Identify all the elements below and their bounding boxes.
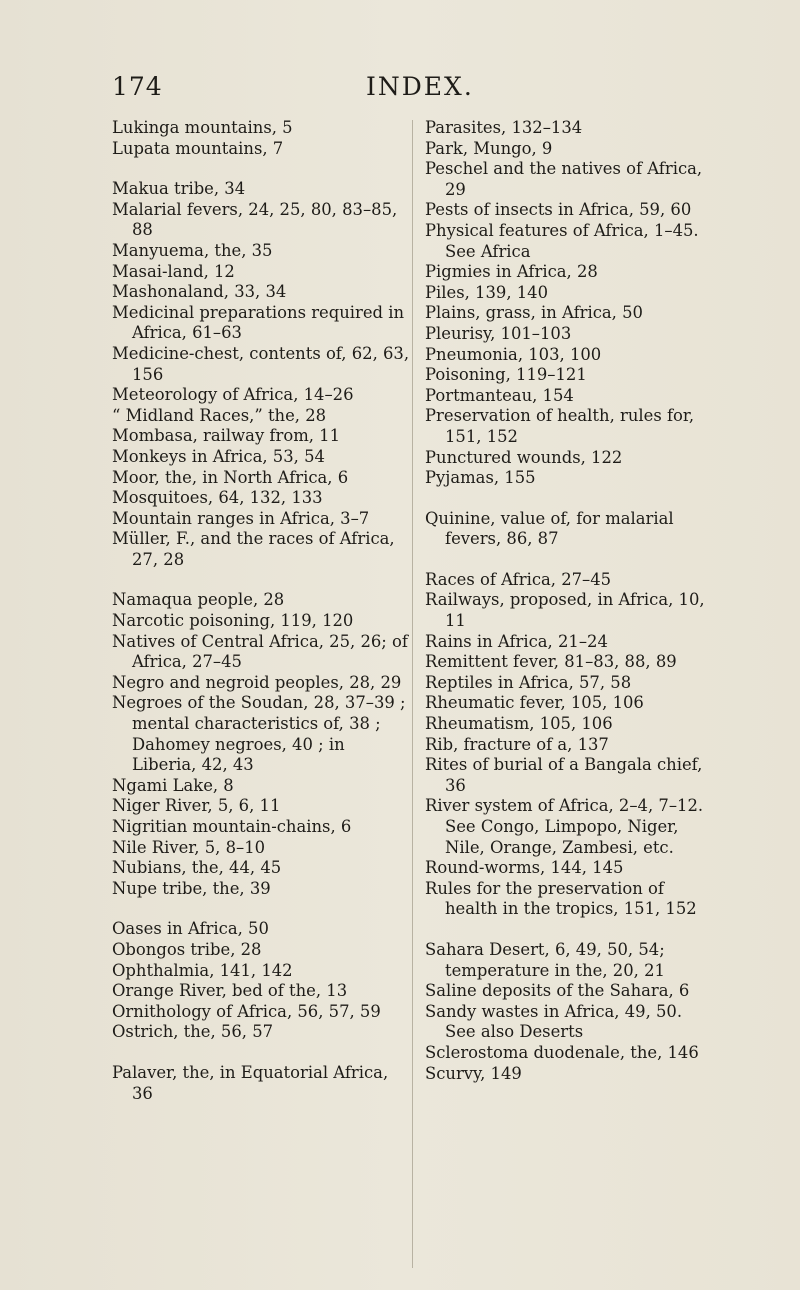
index-entry: Mashonaland, 33, 34 (112, 282, 287, 302)
index-entry: Masai-land, 12 (112, 261, 235, 281)
index-entry: Park, Mungo, 9 (425, 138, 553, 158)
index-entry: Sandy wastes in Africa, 49, 50. See also Deserts (425, 1001, 683, 1042)
index-entry: Nigritian mountain-chains, 6 (112, 817, 352, 836)
index-entry: Lupata mountains, 7 (112, 138, 284, 158)
index-entry: Obongos tribe, 28 (112, 939, 262, 959)
index-entry: Reptiles in Africa, 57, 58 (425, 672, 632, 692)
index-entry: Nupe tribe, the, 39 (112, 878, 271, 898)
index-entry: Nile River, 5, 8–10 (112, 837, 266, 857)
index-entry: Pneumonia, 103, 100 (425, 344, 602, 364)
index-entry: Scurvy, 149 (425, 1063, 522, 1083)
index-entry: Rains in Africa, 21–24 (425, 631, 608, 651)
index-entry: Nubians, the, 44, 45 (112, 858, 282, 878)
index-letter-group (425, 570, 715, 920)
index-entry: Piles, 139, 140 (425, 282, 549, 302)
index-entry: Negro and negroid peoples, 28, 29 (112, 672, 402, 692)
index-letter-group (425, 509, 715, 550)
index-entry: Müller, F., and the races of Africa, 27, 28 (112, 529, 395, 569)
index-entry: Manyuema, the, 35 (112, 240, 273, 260)
index-entry: Ostrich, the, 56, 57 (112, 1022, 274, 1042)
index-entry: Plains, grass, in Africa, 50 (425, 303, 643, 323)
index-column-left (112, 118, 412, 1104)
index-entry: Natives of Central Africa, 25, 26; of Africa, 27–45 (112, 631, 408, 672)
index-letter-group (112, 590, 412, 899)
page-number: 174 (112, 72, 163, 101)
index-entry: Quinine, value of, for malarial fevers, 86, 87 (425, 508, 674, 549)
index-entry: Physical features of Africa, 1–45. See Africa (425, 220, 699, 261)
index-entry: Sahara Desert, 6, 49, 50, 54; temperature in the, 20, 21 (425, 939, 665, 980)
index-entry: Rites of burial of a Bangala chief, 36 (425, 755, 703, 795)
index-letter-group (112, 179, 412, 570)
index-entry: Races of Africa, 27–45 (425, 569, 612, 589)
index-entry: River system of Africa, 2–4, 7–12. See Congo, Limpopo, Niger, Nile, Orange, Zambesi, etc. (425, 796, 704, 857)
index-entry: Saline deposits of the Sahara, 6 (425, 981, 690, 1001)
index-entry: Lukinga mountains, 5 (112, 118, 293, 137)
index-entry: Remittent fever, 81–83, 88, 89 (425, 652, 677, 672)
index-entry: Palaver, the, in Equatorial Africa, 36 (112, 1062, 389, 1103)
index-entry: Meteorology of Africa, 14–26 (112, 385, 354, 405)
index-entry: Ngami Lake, 8 (112, 775, 234, 795)
index-entry: Preservation of health, rules for, 151, 152 (425, 406, 695, 446)
index-entry: Round-worms, 144, 145 (425, 858, 624, 878)
index-entry: Mosquitoes, 64, 132, 133 (112, 488, 323, 508)
index-entry: Pigmies in Africa, 28 (425, 262, 598, 282)
index-letter-group (425, 940, 715, 1084)
index-entry: Ophthalmia, 141, 142 (112, 960, 293, 980)
index-entry: “ Midland Races,” the, 28 (112, 405, 327, 425)
index-entry: Makua tribe, 34 (112, 179, 246, 199)
index-entry: Mombasa, railway from, 11 (112, 426, 341, 446)
index-letter-group (112, 919, 412, 1043)
index-entry: Narcotic poisoning, 119, 120 (112, 611, 354, 631)
index-entry: Sclerostoma duodenale, the, 146 (425, 1042, 699, 1062)
index-entry: Medicinal preparations required in Africa, 61–63 (112, 302, 405, 343)
index-entry: Niger River, 5, 6, 11 (112, 796, 281, 816)
index-entry: Peschel and the natives of Africa, 29 (425, 159, 703, 199)
index-entry: Pleurisy, 101–103 (425, 323, 572, 343)
index-entry: Oases in Africa, 50 (112, 919, 269, 939)
index-entry: Parasites, 132–134 (425, 118, 583, 137)
index-entry: Orange River, bed of the, 13 (112, 981, 348, 1001)
index-letter-group (425, 118, 715, 489)
column-divider (412, 120, 413, 1268)
index-entry: Mountain ranges in Africa, 3–7 (112, 508, 370, 528)
index-entry: Rules for the preservation of health in the tropics, 151, 152 (425, 878, 697, 919)
index-entry: Railways, proposed, in Africa, 10, 11 (425, 590, 705, 631)
index-entry: Ornithology of Africa, 56, 57, 59 (112, 1001, 381, 1021)
index-entry: Malarial fevers, 24, 25, 80, 83–85, 88 (112, 199, 398, 240)
index-entry: Rheumatism, 105, 106 (425, 714, 613, 734)
index-entry: Negroes of the Soudan, 28, 37–39 ; mental characteristics of, 38 ; Dahomey negroes, 40 ; in Liberia, 42, 43 (112, 693, 406, 775)
index-entry: Monkeys in Africa, 53, 54 (112, 446, 325, 466)
index-entry: Rib, fracture of a, 137 (425, 734, 609, 754)
index-entry: Portmanteau, 154 (425, 385, 574, 405)
index-entry: Rheumatic fever, 105, 106 (425, 693, 644, 713)
index-letter-group (112, 1063, 412, 1104)
index-column-right (425, 118, 715, 1084)
index-entry: Pyjamas, 155 (425, 468, 536, 488)
page-header: INDEX. (366, 72, 474, 101)
index-entry: Pests of insects in Africa, 59, 60 (425, 200, 692, 220)
index-entry: Namaqua people, 28 (112, 590, 285, 610)
index-entry: Moor, the, in North Africa, 6 (112, 467, 349, 487)
index-entry: Medicine-chest, contents of, 62, 63, 156 (112, 343, 410, 384)
index-entry: Poisoning, 119–121 (425, 365, 587, 385)
index-letter-group (112, 118, 412, 159)
index-entry: Punctured wounds, 122 (425, 447, 623, 467)
